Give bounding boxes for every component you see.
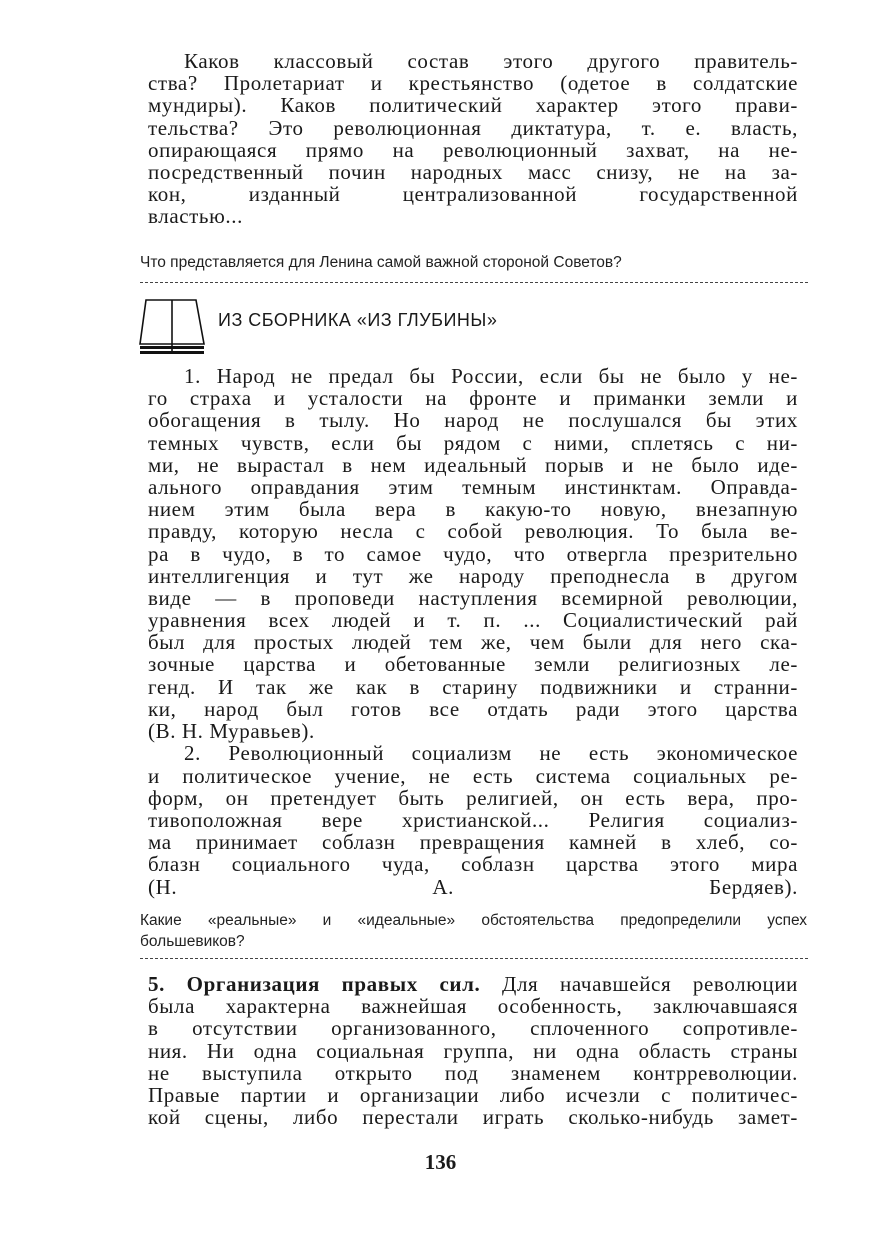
paragraph-line: ма принимает соблазн превращения камней в хлеб, со- [148, 830, 798, 855]
section-divider [140, 282, 808, 283]
line-text: Для начавшейся революции [480, 972, 798, 996]
section-divider [140, 958, 808, 959]
paragraph-line: виде — в проповеди наступления всемирной революции, [148, 585, 798, 610]
paragraph-line: ства? Пролетариат и крестьянство (одетое в солдатские [148, 71, 798, 96]
paragraph-line: форм, он претендует быть религией, он есть вера, про- [148, 785, 798, 810]
paragraph-line: Правые партии и организации либо исчезли с политичес- [148, 1082, 798, 1107]
paragraph-line: ального оправдания этим темным инстинктам. Оправда- [148, 474, 798, 499]
paragraph-line: нием этим была вера в какую-то новую, внезапную [148, 497, 798, 522]
paragraph-line: темных чувств, если бы рядом с ними, сплетясь с ни- [148, 430, 798, 455]
paragraph-line [148, 973, 798, 995]
paragraph-line: ки, народ был готов все отдать ради этого царства [148, 696, 798, 721]
page-number: 136 [424, 1150, 457, 1174]
paragraph-line: в отсутствии организованного, сплоченного сопротивле- [148, 1016, 798, 1041]
paragraph-line: была характерна важнейшая особенность, заключавшаяся [148, 994, 798, 1019]
paragraph-line: обогащения в тылу. Но народ не послушался бы этих [148, 408, 798, 433]
paragraph-line: властью... [148, 204, 243, 229]
section-5-paragraph [148, 973, 798, 1128]
paragraph-line: генд. И так же как в старину подвижники и странни- [148, 674, 798, 699]
paragraph-line: не выступила открыто под знаменем контрреволюции. [148, 1060, 798, 1085]
paragraph-line: уравнения всех людей и т. п. ... Социалистический рай [148, 608, 798, 633]
paragraph-line: ми, не вырастал в нем идеальный порыв и не было иде- [148, 452, 798, 477]
paragraph-line: (Н. А. Бердяев). [148, 874, 798, 899]
paragraph-line: тельства? Это революционная диктатура, т. е. власть, [148, 115, 798, 140]
question-line: большевиков? [140, 933, 245, 950]
paragraph-line: го страха и усталости на фронте и приманки земли и [148, 386, 798, 411]
paragraph-line: ра в чудо, в то самое чудо, что отвергла презрительно [148, 541, 798, 566]
paragraph-line: кой сцены, либо перестали играть сколько-нибудь замет- [148, 1105, 798, 1130]
paragraph-line: был для простых людей тем же, чем были для него ска- [148, 630, 798, 655]
paragraph-line: посредственный почин народных масс снизу, не на за- [148, 159, 798, 184]
paragraph-line: опирающаяся прямо на революционный захват, на не- [148, 137, 798, 162]
quote-berdyaev [148, 742, 798, 897]
paragraph-line: Каков классовый состав этого другого правитель- [184, 49, 798, 73]
question-bolsheviks-success [140, 910, 807, 952]
section-5-heading: 5. Организация правых сил. [148, 972, 481, 996]
paragraph-line: 1. Народ не предал бы России, если бы не было у не- [184, 364, 798, 388]
paragraph-line: (В. Н. Муравьев). [148, 719, 315, 743]
paragraph-line: и политическое учение, не есть система социальных ре- [148, 763, 798, 788]
paragraph-line: интеллигенция и тут же народу преподнесла в другом [148, 563, 798, 588]
question-lenin-soviets: Что представляется для Ленина самой важной стороной Советов? [140, 254, 622, 271]
paragraph-line: ния. Ни одна социальная группа, ни одна область страны [148, 1038, 798, 1063]
paragraph-line: тивоположная вере христианской... Религия социализ- [148, 807, 798, 832]
paragraph-line: 2. Революционный социализм не есть экономическое [184, 741, 798, 766]
paragraph-line: кон, изданный централизованной государственной [148, 182, 798, 207]
question-line: Какие «реальные» и «идеальные» обстоятельства предопределили успех [140, 912, 807, 929]
paragraph-line: блазн социального чуда, соблазн царства этого мира [148, 852, 798, 877]
paragraph-line: зочные царства и обетованные земли религиозных ле- [148, 652, 798, 677]
paragraph-line: правду, которую несла с собой революция. То была ве- [148, 519, 798, 544]
intro-paragraph [148, 50, 798, 228]
quote-muravyev [148, 365, 798, 742]
paragraph-line: мундиры). Каков политический характер этого прави- [148, 93, 798, 118]
open-book-icon [138, 298, 206, 358]
section-title: ИЗ СБОРНИКА «ИЗ ГЛУБИНЫ» [218, 310, 498, 330]
